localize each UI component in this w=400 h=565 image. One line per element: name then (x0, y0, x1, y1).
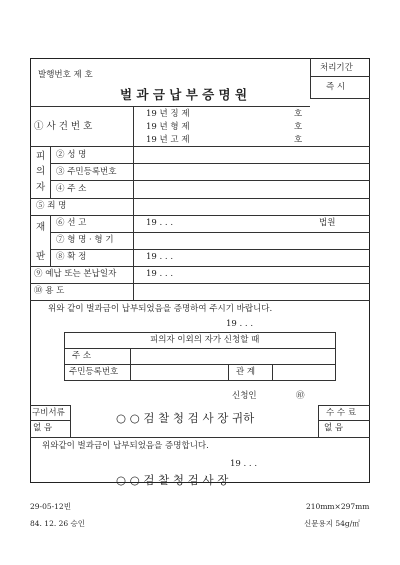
rule (30, 300, 370, 301)
payment-date-value: 19 . . . (146, 269, 174, 279)
rule (50, 215, 51, 266)
case-number-line2: 19 년 형 제 (146, 122, 190, 132)
applicant-label: 신청인 (232, 391, 257, 401)
defendant-char-2: 의 (36, 166, 46, 177)
certification-statement: 위와같이 벌과금이 납부되었음을 증명합니다. (42, 441, 209, 451)
sentence-date: 19 . . . (146, 218, 174, 228)
rule (30, 420, 70, 421)
defendant-char-1: 피 (36, 151, 46, 162)
rule (30, 106, 310, 107)
rule (228, 364, 229, 381)
addressee: ○ ○ 검 찰 청 검 사 장 귀하 (116, 411, 255, 425)
rule (30, 266, 370, 267)
applicant-seal: ㊞ (296, 391, 305, 401)
defendant-name-label: ② 성 명 (56, 150, 87, 160)
rule (30, 198, 370, 199)
charge-label: ⑤ 죄 명 (36, 201, 67, 211)
case-number-line3: 19 년 고 제 (146, 135, 190, 145)
processing-box-mid (310, 76, 370, 77)
paper-size: 210mm×297mm (306, 502, 370, 511)
rule (30, 405, 70, 406)
certification-date: 19 . . . (230, 459, 258, 469)
defendant-char-3: 자 (36, 182, 46, 193)
final-label: ⑧ 확 정 (56, 252, 87, 262)
rule (70, 405, 71, 437)
rule (64, 348, 336, 349)
request-statement: 위와 같이 벌과금이 납부되었음을 증명하여 주시기 바랍니다. (48, 304, 273, 314)
rule (30, 146, 370, 147)
case-number-line2-ho: 호 (294, 122, 303, 132)
approval-date: 84. 12. 26 승인 (30, 519, 86, 528)
rule (50, 146, 51, 198)
document-title: 벌 과 금 납 부 증 명 원 (120, 87, 248, 102)
rule (64, 364, 336, 365)
form-code: 29-05-12빈 (30, 502, 71, 511)
rule (50, 249, 370, 250)
processing-period-label: 처리기간 (320, 63, 353, 73)
paper-type: 신문용지 54g/㎡ (304, 519, 360, 528)
required-docs-label: 구비서류 (32, 408, 65, 418)
fee-label: 수 수 료 (326, 408, 357, 418)
third-party-title: 피의자 이외의 자가 신청할 때 (150, 335, 260, 345)
rule (318, 420, 370, 421)
trial-char-bottom: 판 (36, 251, 46, 262)
case-number-line1-ho: 호 (294, 109, 303, 119)
rule (30, 437, 370, 438)
payment-date-label: ⑨ 예납 또는 본납일자 (34, 269, 117, 279)
third-party-relation-label: 관 계 (236, 367, 256, 377)
case-number-label: ① 사 건 번 호 (34, 121, 93, 132)
processing-period-value: 즉 시 (326, 82, 346, 92)
purpose-label: ⑩ 용 도 (34, 286, 65, 296)
defendant-address-label: ④ 주 소 (56, 184, 87, 194)
trial-char-top: 재 (36, 222, 46, 233)
fee-value: 없 음 (324, 423, 344, 433)
court-label: 법원 (319, 218, 336, 228)
processing-box-divider (310, 58, 311, 98)
request-date: 19 . . . (226, 319, 254, 329)
rule (272, 364, 273, 381)
issuer: ○ ○ 검 찰 청 검 사 장 (116, 473, 229, 487)
rule (318, 405, 370, 406)
issue-number: 발행번호 제 호 (38, 70, 93, 80)
rule (30, 283, 370, 284)
rule (133, 146, 134, 300)
rule (318, 405, 319, 437)
rule (310, 98, 370, 99)
rule (50, 232, 370, 233)
rule (133, 106, 134, 146)
sentence-label: ⑥ 선 고 (56, 218, 87, 228)
case-number-line3-ho: 호 (294, 135, 303, 145)
rule (30, 215, 370, 216)
case-number-line1: 19 년 징 제 (146, 109, 190, 119)
required-docs-value: 없 음 (33, 423, 53, 433)
third-party-id-label: 주민등록번호 (69, 367, 119, 377)
penalty-label: ⑦ 형 명 · 형 기 (56, 235, 114, 245)
rule (50, 180, 370, 181)
final-date: 19 . . . (146, 252, 174, 262)
defendant-id-label: ③ 주민등록번호 (56, 167, 117, 177)
third-party-address-label: 주 소 (72, 351, 92, 361)
rule (50, 163, 370, 164)
